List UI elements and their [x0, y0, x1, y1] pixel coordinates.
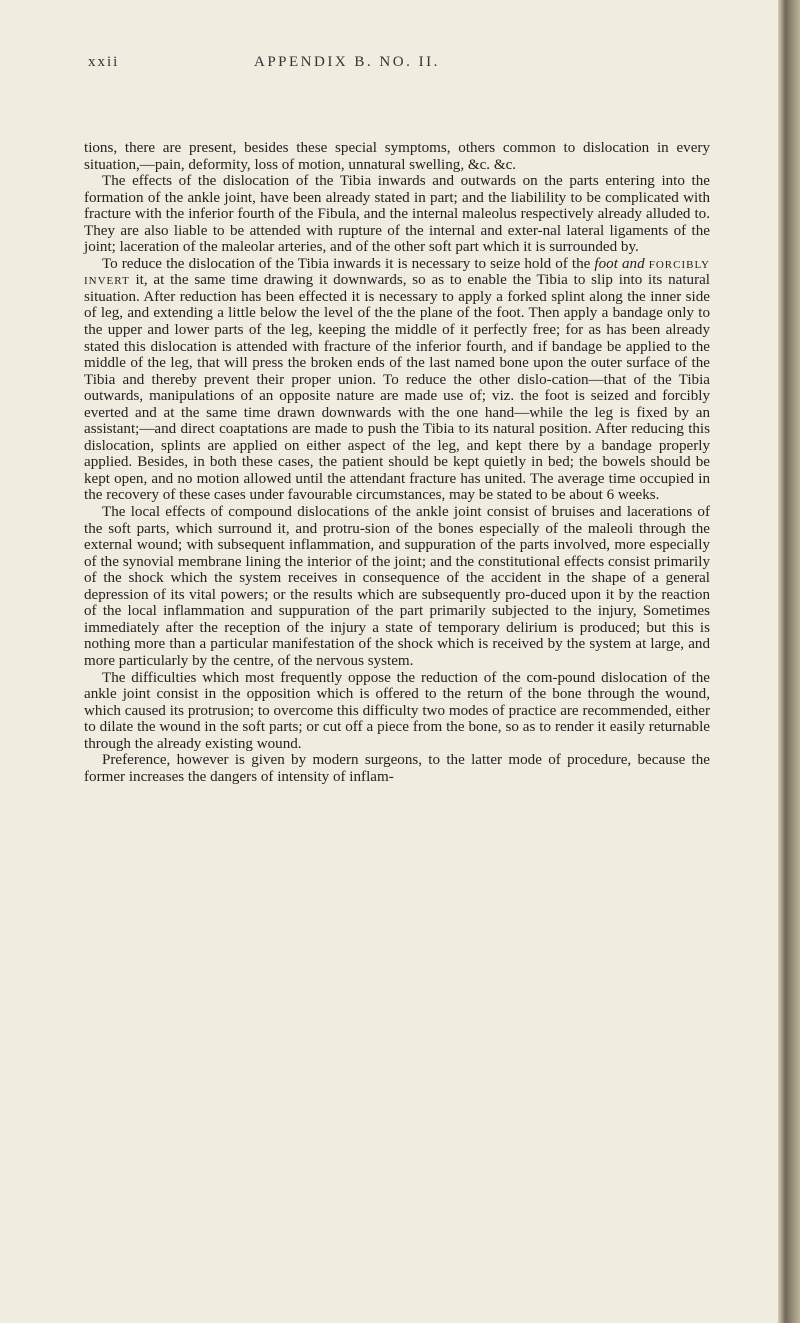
italic-text: foot and: [594, 255, 645, 272]
text-run: The local effects of compound dislocations of the ankle joint consist of bruises and lacerations of the soft parts, which surround it, and protru-sion of the bones especially of the maleoli through the external wound; with subsequent inflammation, and suppuration of the parts involved, more especially of the synovial membrane lining the interior of the joint; and the constitutional effects consist primarily of the shock which the system receives in consequence of the accident in the shape of a general depression of its vital powers; or the results which are subsequently pro-duced upon it by the reaction of the local inflammation and suppuration of the part primarily subjected to the injury, Sometimes immediately after the reception of the injury a state of temporary delirium is produced; but this is nothing more than a particular manifestation of the shock which is received by the system at large, and more particularly by the centre, of the nervous system.: [84, 504, 710, 669]
paragraph: [84, 504, 710, 669]
body-text: [84, 140, 710, 785]
small-caps-text: forcibly invert: [84, 255, 711, 289]
paragraph: [84, 140, 710, 173]
paragraph: [84, 752, 710, 785]
text-run: it, at the same time drawing it downwards, so as to enable the Tibia to slip into its natural situation. After reduction has been effected it is necessary to apply a forked splint along the inner side of leg, and extending a little below the level of the the plane of the foot. Then apply a bandage only to the upper and lower parts of the leg, keeping the middle of it perfectly free; for as has been already stated this dislocation is attended with fracture of the inferior fourth, and if bandage be applied to the middle of the leg, that will press the broken ends of the last named bone upon the outer surface of the Tibia and thereby prevent their proper union. To reduce the other dislo-cation—that of the Tibia outwards, manipulations of an opposite nature are made use of; viz. the foot is seized and forcibly everted and at the same time drawn downwards with the one hand—while the leg is fixed by an assistant;—and direct coaptations are made to push the Tibia to its natural position. After reducing this dislocation, splints are applied on either aspect of the leg, and kept there by a bandage properly applied. Besides, in both these cases, the patient should be kept quietly in bed; the bowels should be kept open, and no motion allowed until the attendant fracture has united. The average time occupied in the recovery of these cases under favourable circumstances, may be stated to be about 6 weeks.: [84, 272, 710, 504]
paragraph: [84, 670, 710, 753]
paragraph: [84, 256, 710, 504]
running-header: [88, 54, 708, 78]
text-run: To reduce the dislocation of the Tibia inwards it is necessary to seize hold of the: [102, 255, 595, 272]
paragraph: [84, 173, 710, 256]
page-number: xxii: [88, 54, 120, 70]
text-run: The difficulties which most frequently oppose the reduction of the com-pound dislocation of the ankle joint consist in the opposition which is offered to the return of the bone through the wound, which caused its protrusion; to overcome this difficulty two modes of practice are recommended, either to dilate the wound in the soft parts; or cut off a piece from the bone, so as to render it easily returnable through the already existing wound.: [84, 669, 710, 752]
text-run: tions, there are present, besides these special symptoms, others common to dislocation in every situation,—pain, deformity, loss of motion, unnatural swelling, &c. &c.: [84, 140, 710, 173]
text-run: Preference, however is given by modern surgeons, to the latter mode of procedure, because the former increases the dangers of intensity of inflam-: [84, 752, 710, 785]
page-edge: [778, 0, 800, 1323]
text-run: The effects of the dislocation of the Tibia inwards and outwards on the parts entering into the formation of the ankle joint, have been already stated in part; and the liabilility to be complicated with fracture with the inferior fourth of the Fibula, and the internal maleolus respectively already alluded to. They are also liable to be attended with rupture of the internal and exter-nal lateral ligaments of the joint; laceration of the maleolar arteries, and of the other soft part which it is surrounded by.: [84, 173, 710, 256]
running-title: APPENDIX B. NO. II.: [254, 54, 440, 70]
